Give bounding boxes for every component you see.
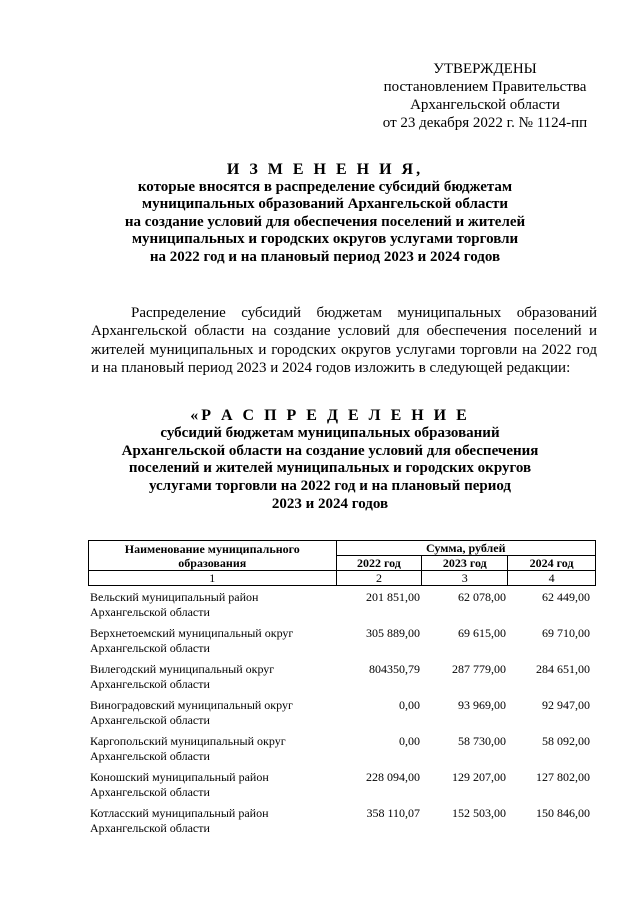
value-2024: 127 802,00 — [536, 770, 590, 784]
value-2022: 305 889,00 — [366, 626, 420, 640]
value-2023: 93 969,00 — [458, 698, 506, 712]
approval-line: от 23 декабря 2022 г. № 1124-пп — [382, 115, 588, 131]
header-2024: 2024 год — [508, 556, 596, 571]
name-line: Вилегодский муниципальный округ — [90, 662, 275, 676]
column-number: 1 — [89, 571, 337, 586]
table-row — [88, 590, 598, 626]
value-2024: 69 710,00 — [542, 626, 590, 640]
title-word: И З М Е Н Е Н И Я, — [226, 161, 424, 178]
name-line: Виноградовский муниципальный округ — [90, 698, 293, 712]
body-paragraph: Распределение субсидий бюджетам муниципальных образований Архангельской области на создание условий для обеспечения поселений и жителей муниципальных и городских округов услугами торговли на 2022 год и на плановый период 2023 и 2024 годов изложить в следующей редакции: — [91, 305, 597, 376]
table-header — [88, 540, 596, 586]
value-2022: 0,00 — [399, 698, 420, 712]
approval-stamp — [370, 60, 600, 132]
table-row — [88, 698, 598, 734]
title2-line: Архангельской области на создание условий для обеспечения — [121, 442, 539, 459]
name-line: Архангельской области — [90, 748, 210, 763]
name-line: Архангельской области — [90, 604, 210, 619]
value-2022: 228 094,00 — [366, 770, 420, 784]
table-row — [88, 662, 598, 698]
table-row — [88, 626, 598, 662]
municipality-name — [90, 590, 340, 619]
header-2022: 2022 год — [336, 556, 422, 571]
municipality-name — [90, 806, 340, 835]
table-row — [88, 806, 598, 842]
column-number: 3 — [422, 571, 508, 586]
title-line: муниципальных образований Архангельской области — [141, 196, 509, 213]
value-2022: 201 851,00 — [366, 590, 420, 604]
municipality-name — [90, 770, 340, 799]
municipality-name — [90, 626, 340, 655]
name-line: Каргопольский муниципальный округ — [90, 734, 286, 748]
name-line: Коношский муниципальный район — [90, 770, 269, 784]
approval-line: УТВЕРЖДЕНЫ — [433, 61, 537, 77]
approval-line: постановлением Правительства — [383, 79, 587, 95]
value-2023: 69 615,00 — [458, 626, 506, 640]
value-2022: 804350,79 — [369, 662, 420, 676]
title2-line: 2023 и 2024 годов — [271, 495, 389, 512]
title2-line: услугами торговли на 2022 год и на плановый период — [148, 478, 512, 495]
name-line: Архангельской области — [90, 784, 210, 799]
header-name-line: образования — [178, 555, 247, 570]
document-title — [80, 161, 570, 267]
value-2023: 129 207,00 — [452, 770, 506, 784]
title-line: на создание условий для обеспечения поселений и жителей — [124, 213, 526, 230]
title-line: муниципальных и городских округов услугами торговли — [131, 231, 519, 248]
header-name — [89, 541, 337, 571]
title-line: которые вносятся в распределение субсидий бюджетам — [137, 178, 513, 195]
header-2023: 2023 год — [422, 556, 508, 571]
header-sum: Сумма, рублей — [336, 541, 595, 556]
name-line: Архангельской области — [90, 676, 210, 691]
value-2023: 287 779,00 — [452, 662, 506, 676]
table-row — [88, 734, 598, 770]
value-2024: 62 449,00 — [542, 590, 590, 604]
municipality-name — [90, 734, 340, 763]
value-2022: 0,00 — [399, 734, 420, 748]
header-name-line: Наименование муниципального — [124, 541, 300, 556]
column-number: 4 — [508, 571, 596, 586]
table-row — [88, 770, 598, 806]
name-line: Вельский муниципальный район — [90, 590, 259, 604]
value-2024: 58 092,00 — [542, 734, 590, 748]
municipality-name — [90, 698, 340, 727]
table-body — [88, 590, 598, 842]
value-2023: 62 078,00 — [458, 590, 506, 604]
title2-line: поселений и жителей муниципальных и городских округов — [128, 460, 532, 477]
title2-line: субсидий бюджетам муниципальных образований — [160, 424, 500, 441]
name-line: Архангельской области — [90, 640, 210, 655]
distribution-title — [80, 407, 580, 514]
value-2023: 152 503,00 — [452, 806, 506, 820]
title-line: на 2022 год и на плановый период 2023 и 2024 годов — [149, 248, 501, 265]
approval-line: Архангельской области — [410, 97, 560, 113]
municipality-name — [90, 662, 340, 691]
title2-word: «Р А С П Р Е Д Е Л Е Н И Е — [190, 407, 470, 424]
value-2023: 58 730,00 — [458, 734, 506, 748]
name-line: Верхнетоемский муниципальный округ — [90, 626, 294, 640]
name-line: Котласский муниципальный район — [90, 806, 269, 820]
value-2024: 150 846,00 — [536, 806, 590, 820]
name-line: Архангельской области — [90, 820, 210, 835]
column-number: 2 — [336, 571, 422, 586]
value-2024: 92 947,00 — [542, 698, 590, 712]
value-2022: 358 110,07 — [366, 806, 420, 820]
name-line: Архангельской области — [90, 712, 210, 727]
value-2024: 284 651,00 — [536, 662, 590, 676]
